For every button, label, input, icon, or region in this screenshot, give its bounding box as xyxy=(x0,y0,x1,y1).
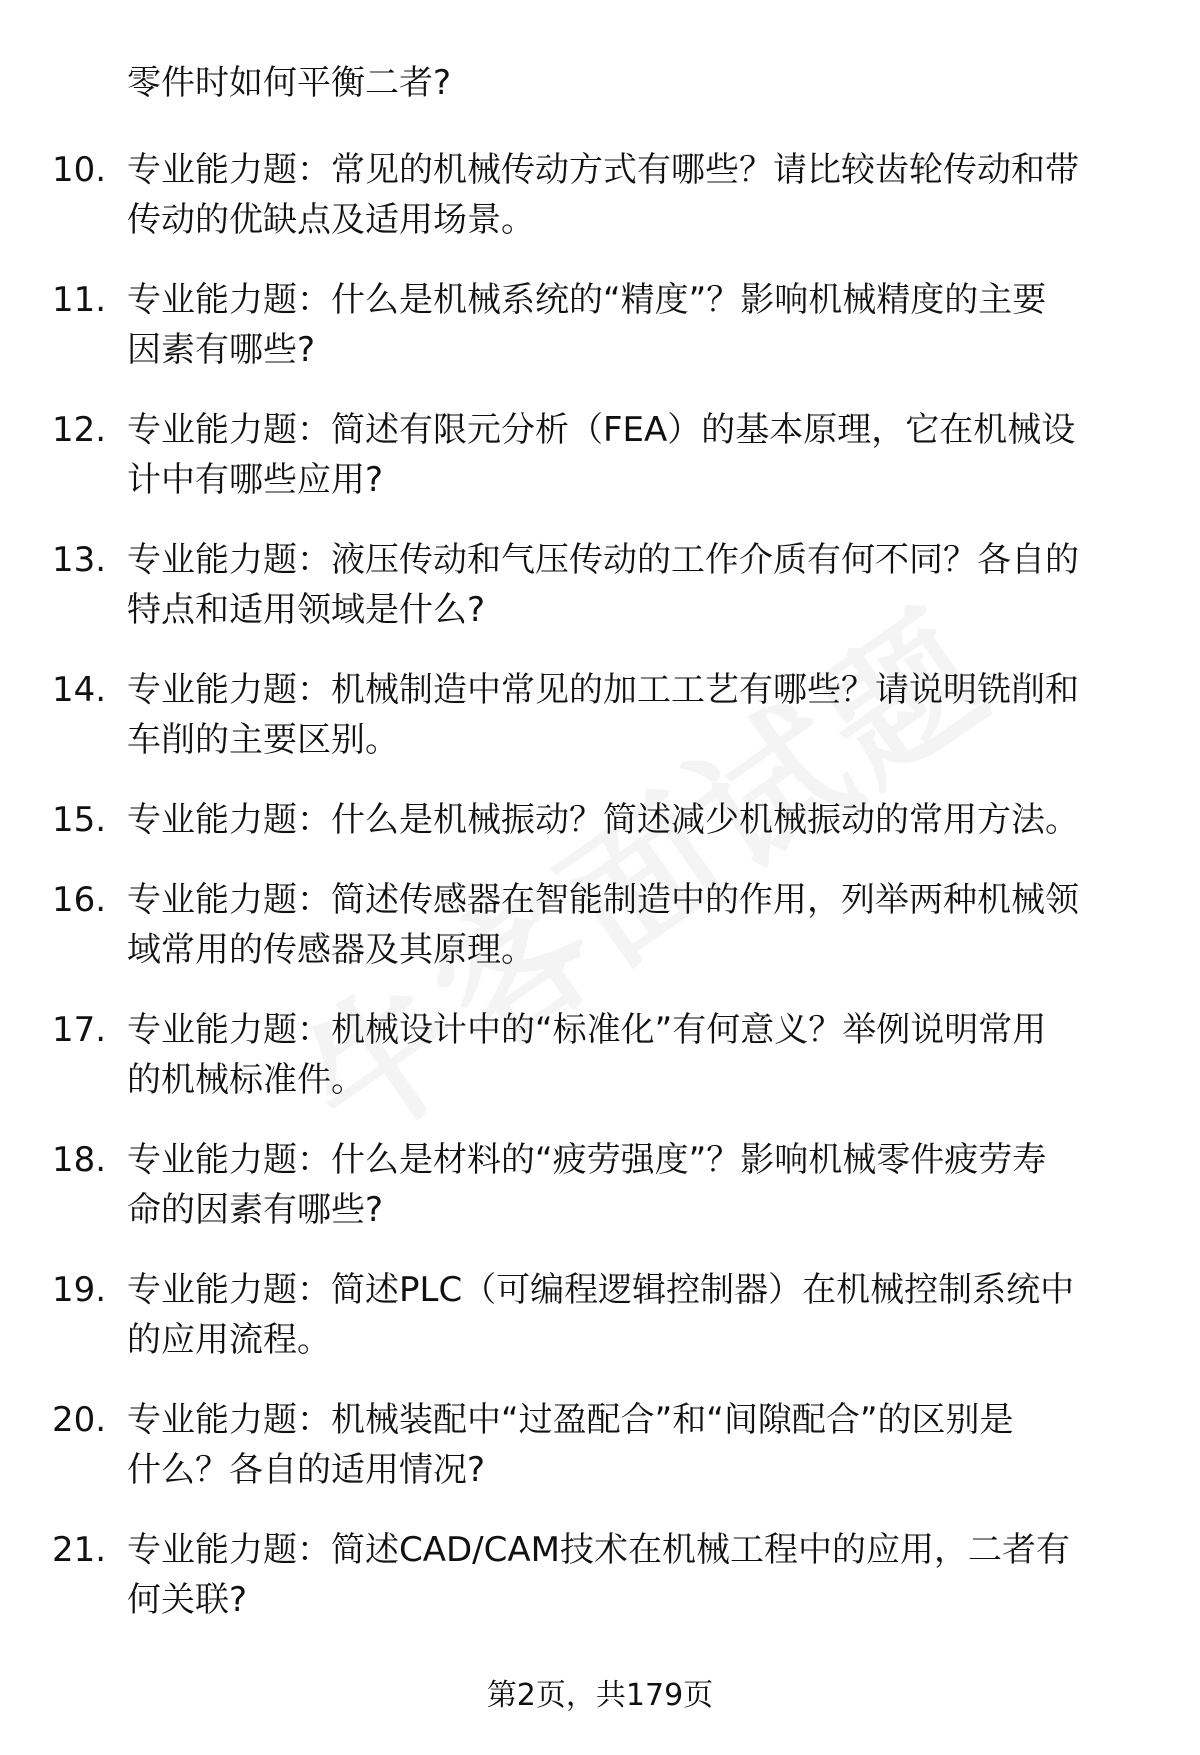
question-number: 14. xyxy=(52,670,107,710)
question-item xyxy=(0,795,1200,845)
question-text: 专业能力题：什么是机械系统的“精度”？影响机械精度的主要 因素有哪些? xyxy=(127,280,1047,370)
question-text: 专业能力题：简述传感器在智能制造中的作用，列举两种机械领 域常用的传感器及其原理。 xyxy=(127,880,1079,970)
question-text: 专业能力题：什么是材料的“疲劳强度”？影响机械零件疲劳寿 命的因素有哪些? xyxy=(127,1140,1047,1230)
question-item xyxy=(0,875,1200,975)
question-text: 专业能力题：机械装配中“过盈配合”和“间隙配合”的区别是 什么？各自的适用情况? xyxy=(127,1400,1014,1490)
question-item xyxy=(0,275,1200,375)
question-text: 专业能力题：机械制造中常见的加工工艺有哪些？请说明铣削和 车削的主要区别。 xyxy=(127,670,1079,760)
question-text: 专业能力题：机械设计中的“标准化”有何意义？举例说明常用 的机械标准件。 xyxy=(127,1010,1047,1100)
question-item xyxy=(0,145,1200,245)
question-number: 15. xyxy=(52,800,107,840)
question-text: 专业能力题：液压传动和气压传动的工作介质有何不同？各自的 特点和适用领域是什么? xyxy=(127,540,1079,630)
question-number: 10. xyxy=(52,150,107,190)
question-item xyxy=(0,1135,1200,1235)
question-number: 11. xyxy=(52,280,107,320)
question-item xyxy=(0,535,1200,635)
question-number: 19. xyxy=(52,1270,107,1310)
question-number: 20. xyxy=(52,1400,107,1440)
page-footer: 第2页，共179页 xyxy=(486,1678,714,1713)
question-number: 13. xyxy=(52,540,107,580)
continued-question-text: 零件时如何平衡二者? xyxy=(127,63,452,103)
question-number: 12. xyxy=(52,410,107,450)
question-number: 18. xyxy=(52,1140,107,1180)
question-item xyxy=(0,665,1200,765)
question-item xyxy=(0,1525,1200,1625)
question-item xyxy=(0,1395,1200,1495)
question-number: 16. xyxy=(52,880,107,920)
question-item xyxy=(0,405,1200,505)
question-text: 专业能力题：简述PLC（可编程逻辑控制器）在机械控制系统中 的应用流程。 xyxy=(127,1270,1075,1360)
question-number: 21. xyxy=(52,1530,107,1570)
question-list xyxy=(0,145,1200,1655)
question-item xyxy=(0,1265,1200,1365)
question-text: 专业能力题：常见的机械传动方式有哪些？请比较齿轮传动和带 传动的优缺点及适用场景。 xyxy=(127,150,1079,240)
question-text: 专业能力题：什么是机械振动？简述减少机械振动的常用方法。 xyxy=(127,800,1079,840)
question-item xyxy=(0,1005,1200,1105)
question-text: 专业能力题：简述CAD/CAM技术在机械工程中的应用，二者有 何关联? xyxy=(127,1530,1070,1620)
question-number: 17. xyxy=(52,1010,107,1050)
question-text: 专业能力题：简述有限元分析（FEA）的基本原理，它在机械设 计中有哪些应用? xyxy=(127,410,1076,500)
